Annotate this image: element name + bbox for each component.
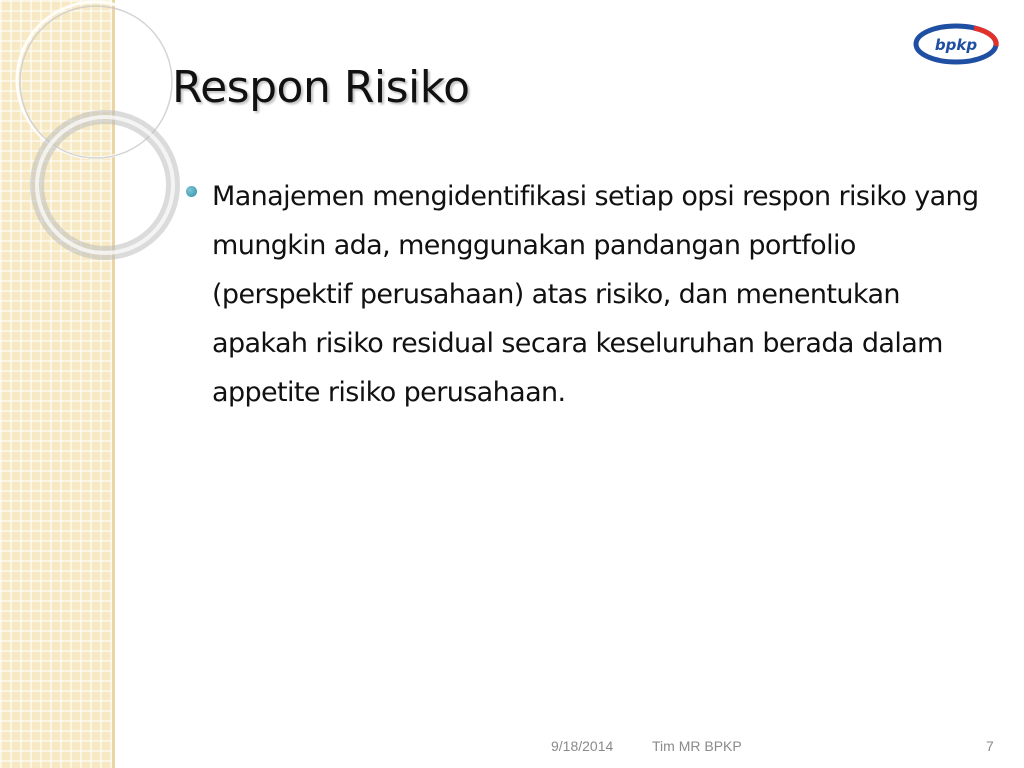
decorative-circles	[0, 0, 200, 260]
slide-content	[186, 172, 986, 417]
footer-date: 9/18/2014	[551, 738, 614, 754]
logo-text: bpkp	[934, 36, 978, 54]
bullet-dot-icon	[186, 186, 197, 197]
bpkp-logo	[912, 20, 1002, 68]
bullet-text: Manajemen mengidentifikasi setiap opsi respon risiko yang mungkin ada, menggunakan pandangan portfolio (perspektif perusahaan) atas risiko, dan menentukan apakah risiko residual secara keseluruhan berada dalam appetite risiko perusahaan.	[212, 181, 979, 408]
slide-title: Respon Risiko	[172, 62, 470, 113]
footer-page-number: 7	[986, 738, 994, 754]
footer-author: Tim MR BPKP	[652, 738, 742, 754]
bullet-item	[186, 172, 986, 417]
